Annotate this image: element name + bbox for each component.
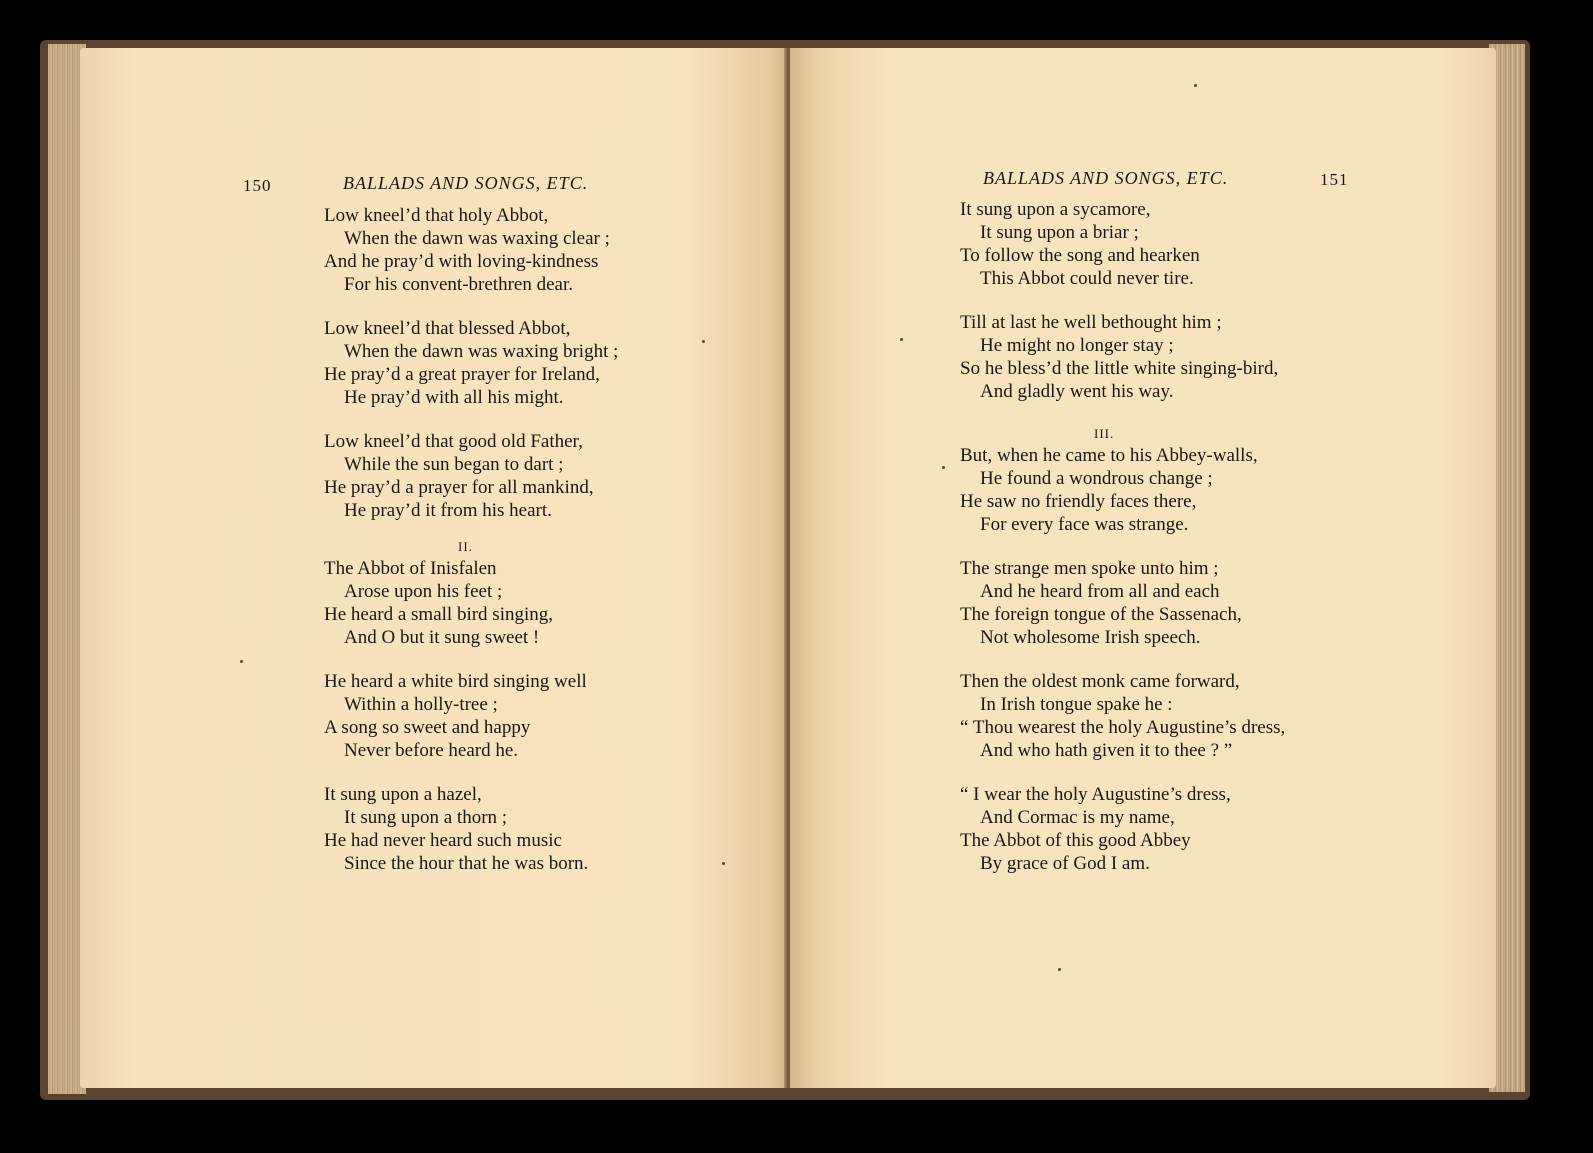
verse-line: The strange men spoke unto him ; xyxy=(960,558,1219,579)
paper-speck xyxy=(702,340,705,343)
verse-line: So he bless’d the little white singing-bird, xyxy=(960,358,1279,379)
verse-line: When the dawn was waxing bright ; xyxy=(344,341,619,362)
verse-line: It sung upon a sycamore, xyxy=(960,199,1151,220)
left-page xyxy=(80,48,790,1088)
verse-line: Never before heard he. xyxy=(344,740,519,761)
verse-line: It sung upon a hazel, xyxy=(324,784,482,805)
verse-line: He might no longer stay ; xyxy=(980,335,1174,356)
verse-line: Low kneel’d that holy Abbot, xyxy=(324,205,549,226)
left-running-title: BALLADS AND SONGS, ETC. xyxy=(343,173,589,193)
verse-line: This Abbot could never tire. xyxy=(980,268,1194,289)
verse-line: And gladly went his way. xyxy=(980,381,1174,402)
stanza xyxy=(324,204,618,296)
verse-line: Till at last he well bethought him ; xyxy=(960,312,1222,333)
verse-line: In Irish tongue spake he : xyxy=(980,694,1173,715)
verse-line: And who hath given it to thee ? ” xyxy=(980,740,1233,761)
paper-speck xyxy=(1058,968,1061,971)
stanza xyxy=(324,430,618,522)
right-page-number: 151 xyxy=(1320,170,1349,189)
verse-line: When the dawn was waxing clear ; xyxy=(344,228,610,249)
paper-speck xyxy=(942,466,945,469)
verse-line: Not wholesome Irish speech. xyxy=(980,627,1201,648)
verse-line: A song so sweet and happy xyxy=(324,717,531,738)
verse-line: Low kneel’d that blessed Abbot, xyxy=(324,318,571,339)
verse-line: The foreign tongue of the Sassenach, xyxy=(960,604,1242,625)
verse-line: It sung upon a thorn ; xyxy=(344,807,508,828)
verse-line: “ I wear the holy Augustine’s dress, xyxy=(960,784,1231,805)
verse-line: Arose upon his feet ; xyxy=(344,581,503,602)
verse-line: And O but it sung sweet ! xyxy=(344,627,540,648)
stanza xyxy=(324,670,618,762)
section-numeral: III. xyxy=(1094,426,1115,441)
verse-line: Since the hour that he was born. xyxy=(344,853,589,874)
verse-line: He pray’d it from his heart. xyxy=(344,500,552,521)
verse-line: Low kneel’d that good old Father, xyxy=(324,431,583,452)
verse-line: It sung upon a briar ; xyxy=(980,222,1139,243)
stanza xyxy=(960,424,1285,536)
verse-line: For every face was strange. xyxy=(980,514,1189,535)
left-page-number: 150 xyxy=(243,176,272,195)
paper-speck xyxy=(240,660,243,663)
right-page xyxy=(790,48,1496,1088)
verse-line: By grace of God I am. xyxy=(980,853,1150,874)
verse-line: The Abbot of this good Abbey xyxy=(960,830,1191,851)
verse-line: But, when he came to his Abbey-walls, xyxy=(960,445,1258,466)
stanza xyxy=(324,537,618,649)
stanza xyxy=(324,317,618,409)
verse-line: The Abbot of Inisfalen xyxy=(324,558,497,579)
paper-speck xyxy=(722,862,725,865)
verse-line: And he pray’d with loving-kindness xyxy=(324,251,599,272)
stanza xyxy=(960,557,1285,649)
stanza xyxy=(324,783,618,875)
verse-line: He pray’d a great prayer for Ireland, xyxy=(324,364,600,385)
right-verse-block xyxy=(960,198,1285,896)
verse-line: Within a holly-tree ; xyxy=(344,694,498,715)
verse-line: He saw no friendly faces there, xyxy=(960,491,1197,512)
paper-speck xyxy=(1194,84,1197,87)
verse-line: While the sun began to dart ; xyxy=(344,454,564,475)
section-numeral: II. xyxy=(458,539,473,554)
stanza xyxy=(960,670,1285,762)
verse-line: For his convent-brethren dear. xyxy=(344,274,573,295)
verse-line: He heard a small bird singing, xyxy=(324,604,554,625)
stanza xyxy=(960,783,1285,875)
stanza xyxy=(960,311,1285,403)
verse-line: He heard a white bird singing well xyxy=(324,671,587,692)
left-verse-block xyxy=(324,204,618,896)
verse-line: “ Thou wearest the holy Augustine’s dress, xyxy=(960,717,1286,738)
verse-line: And Cormac is my name, xyxy=(980,807,1175,828)
verse-line: He had never heard such music xyxy=(324,830,562,851)
paper-speck xyxy=(900,338,903,341)
verse-line: He found a wondrous change ; xyxy=(980,468,1213,489)
verse-line: He pray’d with all his might. xyxy=(344,387,564,408)
verse-line: He pray’d a prayer for all mankind, xyxy=(324,477,594,498)
verse-line: Then the oldest monk came forward, xyxy=(960,671,1240,692)
right-running-title: BALLADS AND SONGS, ETC. xyxy=(983,168,1229,188)
stanza xyxy=(960,198,1285,290)
verse-line: To follow the song and hearken xyxy=(960,245,1200,266)
verse-line: And he heard from all and each xyxy=(980,581,1220,602)
